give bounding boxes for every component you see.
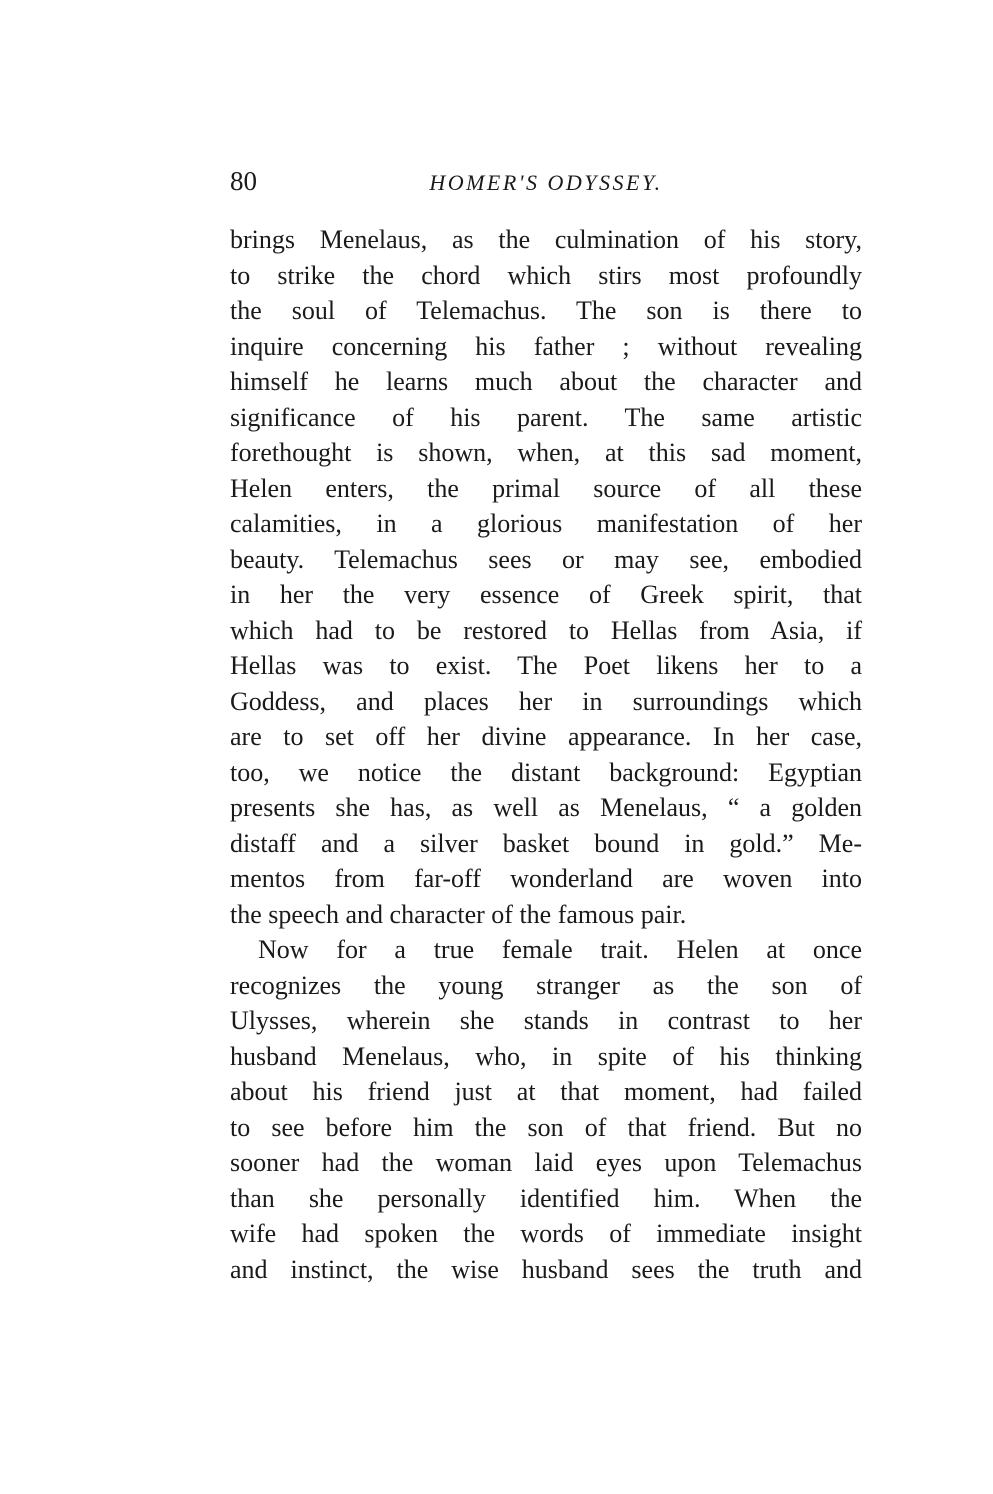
text-line: Helen enters, the primal source of all these bbox=[230, 473, 862, 503]
text-line: recognizes the young stranger as the son of bbox=[230, 970, 862, 1000]
running-head: HOMER'S ODYSSEY. bbox=[429, 170, 663, 195]
text-line: Ulysses, wherein she stands in contrast to her bbox=[230, 1006, 862, 1035]
text-line: to see before him the son of that friend. But no bbox=[230, 1112, 862, 1142]
text-line: husband Menelaus, who, in spite of his thinking bbox=[230, 1041, 862, 1071]
text-line: distaff and a silver basket bound in gold.” Me- bbox=[230, 828, 862, 858]
text-line: inquire concerning his father ; without revealing bbox=[230, 331, 862, 361]
text-line: and instinct, the wise husband sees the truth and bbox=[230, 1254, 862, 1284]
text-line: Hellas was to exist. The Poet likens her to a bbox=[230, 651, 862, 680]
text-line: forethought is shown, when, at this sad moment, bbox=[230, 438, 862, 467]
text-line: too, we notice the distant background: Egyptian bbox=[230, 757, 862, 787]
text-line: to strike the chord which stirs most profoundly bbox=[230, 260, 862, 290]
text-line: in her the very essence of Greek spirit, that bbox=[230, 580, 862, 609]
text-line: presents she has, as well as Menelaus, “ a golden bbox=[230, 793, 862, 822]
body-text bbox=[230, 222, 862, 1287]
text-line: mentos from far-off wonderland are woven into bbox=[230, 864, 862, 893]
text-line: beauty. Telemachus sees or may see, embodied bbox=[230, 544, 862, 574]
text-line: himself he learns much about the character and bbox=[230, 367, 862, 396]
text-line: Now for a true female trait. Helen at once bbox=[258, 935, 862, 964]
text-line: brings Menelaus, as the culmination of his story, bbox=[230, 225, 862, 254]
text-line: Goddess, and places her in surroundings which bbox=[230, 686, 862, 716]
text-line: than she personally identified him. When the bbox=[230, 1183, 862, 1213]
page-number: 80 bbox=[230, 166, 257, 196]
text-line: significance of his parent. The same artistic bbox=[230, 402, 862, 432]
page-header bbox=[230, 164, 862, 204]
text-line: about his friend just at that moment, had failed bbox=[230, 1077, 862, 1106]
text-line: the speech and character of the famous pair. bbox=[230, 899, 687, 929]
text-line: which had to be restored to Hellas from Asia, if bbox=[230, 615, 862, 645]
text-line: the soul of Telemachus. The son is there to bbox=[230, 296, 862, 325]
text-line: wife had spoken the words of immediate insight bbox=[230, 1219, 862, 1248]
text-line: are to set off her divine appearance. In her case, bbox=[230, 722, 862, 751]
text-line: sooner had the woman laid eyes upon Telemachus bbox=[230, 1148, 862, 1177]
text-line: calamities, in a glorious manifestation of her bbox=[230, 509, 862, 538]
